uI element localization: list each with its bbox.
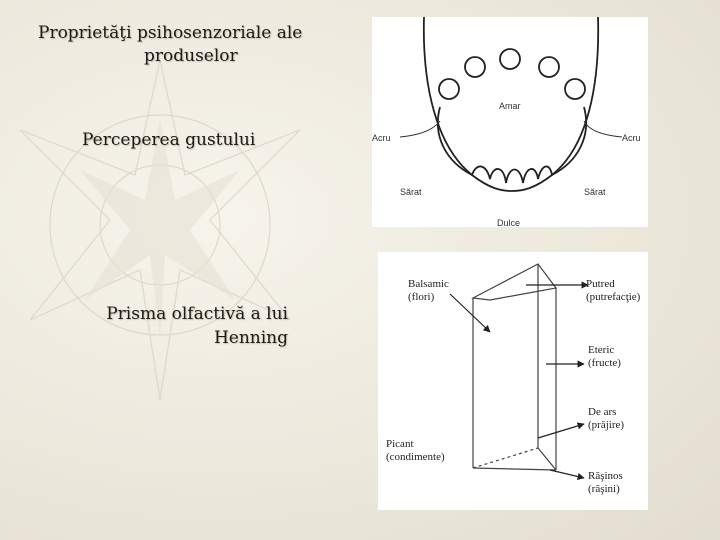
label-spicy-note: (condimente) [386,451,445,463]
label-sour-right: Acru [622,133,641,143]
prism-label-line-2: Henning [213,328,288,348]
tongue-taste-map [372,17,648,227]
bitter-papilla-5 [565,79,585,99]
label-resinous [588,470,623,496]
label-putrid-name: Putred [586,278,615,290]
label-floral-name: Balsamic [408,278,449,290]
label-floral-note: (flori) [408,291,435,303]
label-ethereal-note: (fructe) [588,357,621,369]
bitter-papilla-4 [439,79,459,99]
prism-front-edges [473,264,556,300]
label-putrid-note: (putrefacţie) [586,291,641,303]
label-salty-right: Sărat [584,187,606,197]
henning-olfactory-prism [378,252,648,510]
label-burnt-note: (prăjire) [588,419,625,431]
slide-title [38,22,368,68]
label-salty-left: Sărat [400,187,422,197]
tongue-sweet-bumps [472,166,552,183]
label-bitter: Amar [499,101,521,111]
bitter-papilla-3 [539,57,559,77]
arrow-burnt [538,424,584,438]
tongue-inner-sour-right [552,107,586,175]
label-sour-left: Acru [372,133,391,143]
label-resinous-note: (răşini) [588,483,620,495]
label-spicy-name: Picant [386,438,414,450]
prism-label-line-1: Prisma olfactivă a lui [106,304,288,324]
bitter-papilla-2 [465,57,485,77]
label-burnt-name: De ars [588,406,617,418]
label-floral [408,278,449,304]
pointer-sour-left [400,121,440,137]
label-ethereal [588,344,621,370]
label-sweet: Dulce [497,218,521,228]
label-resinous-name: Răşinos [588,470,623,482]
label-ethereal-name: Eteric [588,344,615,356]
label-putrid [586,278,640,304]
label-spicy [386,438,445,464]
pointer-sour-right [584,121,622,137]
title-line-2: produselor [144,46,238,66]
olfactory-prism-label [60,302,288,350]
title-line-1: Proprietăţi psihosenzoriale ale [38,23,303,43]
arrow-resinous [550,470,584,478]
bitter-papilla-1 [500,49,520,69]
label-burnt [588,406,624,432]
taste-perception-label: Perceperea gustului [82,130,256,150]
tongue-inner-sour-left [438,107,472,175]
